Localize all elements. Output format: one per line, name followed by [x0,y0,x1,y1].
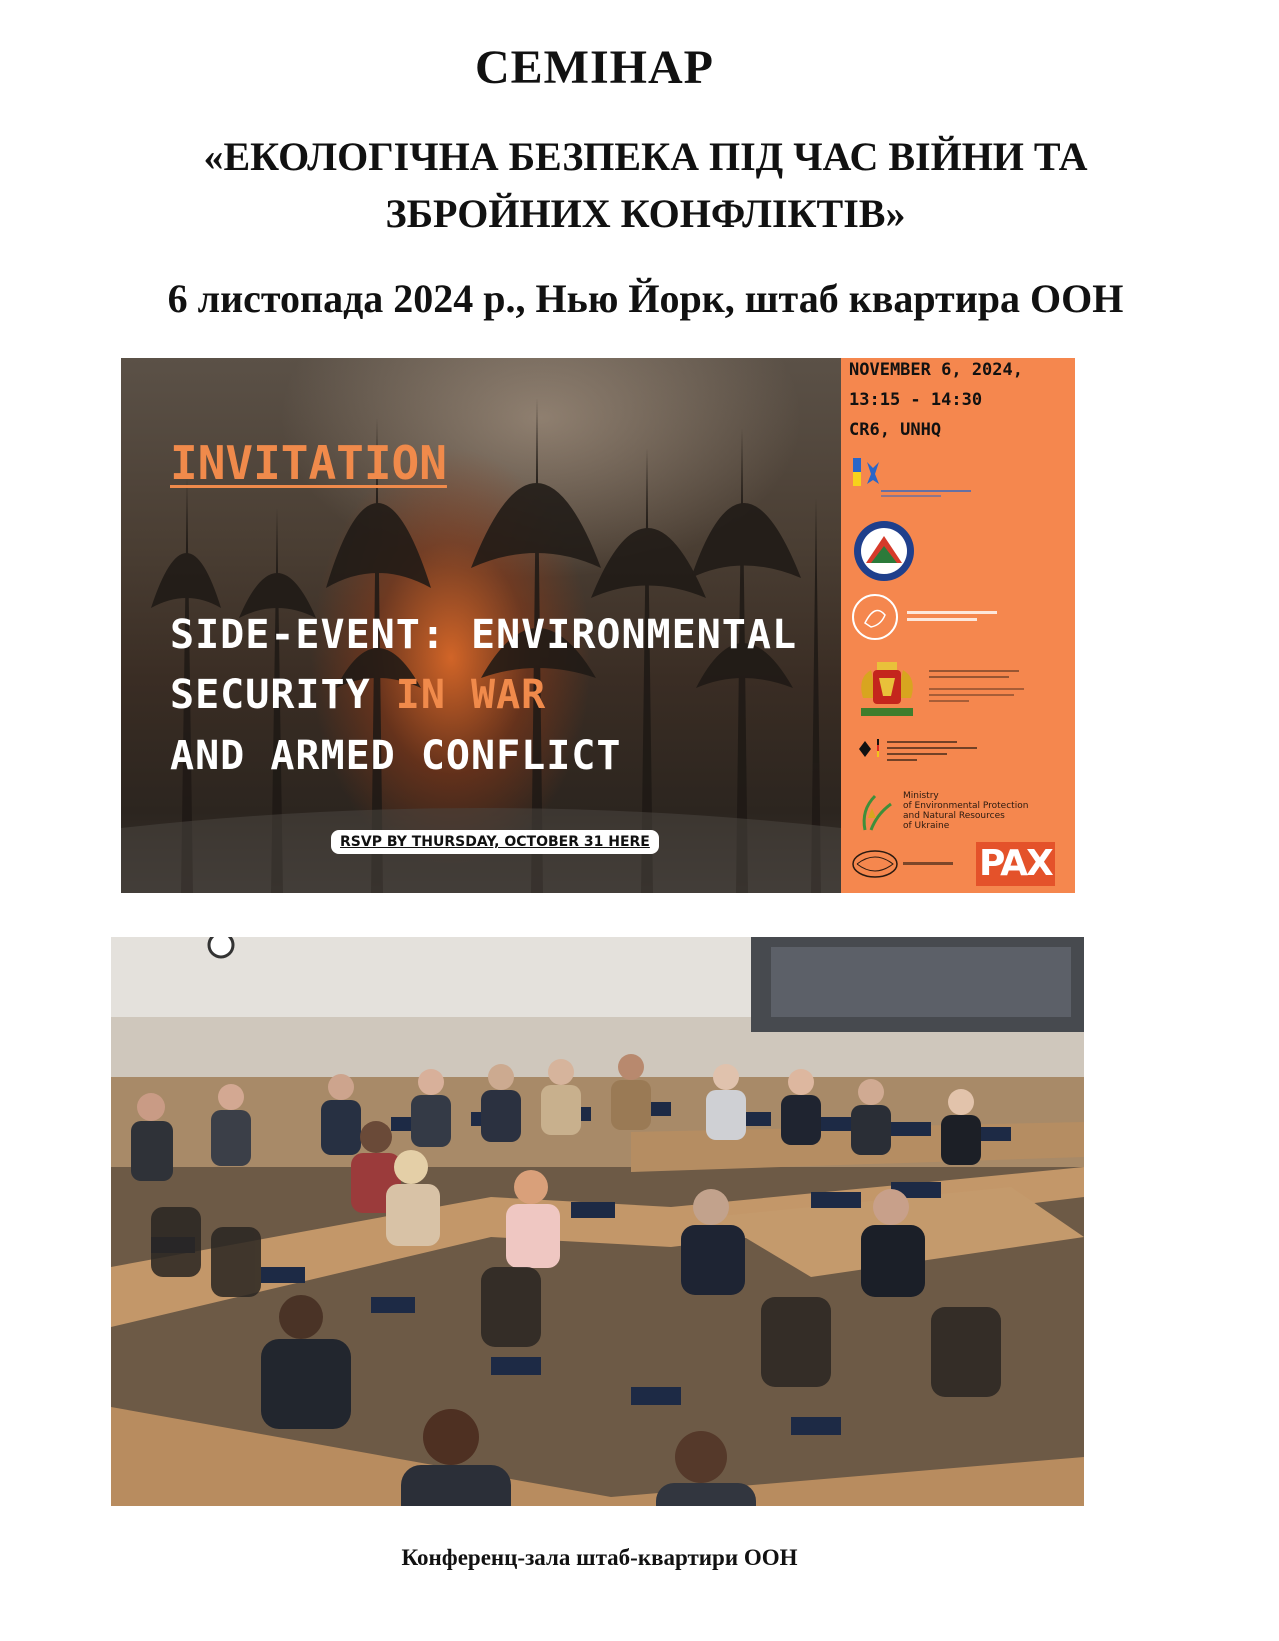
invitation-banner [121,358,1075,893]
event-room: CR6, UNHQ [849,420,942,440]
conference-room-photo [111,937,1084,1506]
conference-room-illustration [111,937,1084,1506]
event-date: NOVEMBER 6, 2024, [849,360,1023,380]
ministry-text: Ministry of Environmental Protection and Natural Resources of Ukraine [903,791,1029,831]
finland-mission-logo [851,593,1031,643]
ministry-logo [851,788,901,838]
event-title-line3: AND ARMED CONFLICT [170,733,622,779]
bulgaria-coat-of-arms [851,658,1041,728]
seminar-title-line2: ЗБРОЙНИХ КОНФЛІКТІВ» [385,191,906,236]
invitation-label: INVITATION [170,436,447,490]
peace-forum-logo [851,846,971,882]
event-title-line2 [170,672,546,718]
event-time: 13:15 - 14:30 [849,390,983,410]
round-emblem-logo [851,518,921,588]
event-title-line1: SIDE-EVENT: ENVIRONMENTAL [170,612,798,658]
event-title-line2-white: SECURITY [170,672,396,718]
forest-fire-photo [121,358,841,893]
seminar-title-line1: «ЕКОЛОГІЧНА БЕЗПЕКА ПІД ЧАС ВІЙНИ ТА [203,134,1088,179]
event-info-sidebar [841,358,1075,893]
pax-logo: PAX [976,842,1055,886]
ukraine-mission-logo [851,454,991,504]
germany-mission-logo [851,733,1041,783]
photo-caption: Конференц-зала штаб-квартири ООН [401,1545,798,1570]
seminar-date-place: 6 листопада 2024 р., Нью Йорк, штаб квартира ООН [167,276,1124,321]
rsvp-link[interactable]: RSVP BY THURSDAY, OCTOBER 31 HERE [331,830,659,854]
event-title-line2-orange: IN WAR [395,672,547,718]
seminar-heading: СЕМІНАР [475,41,714,94]
